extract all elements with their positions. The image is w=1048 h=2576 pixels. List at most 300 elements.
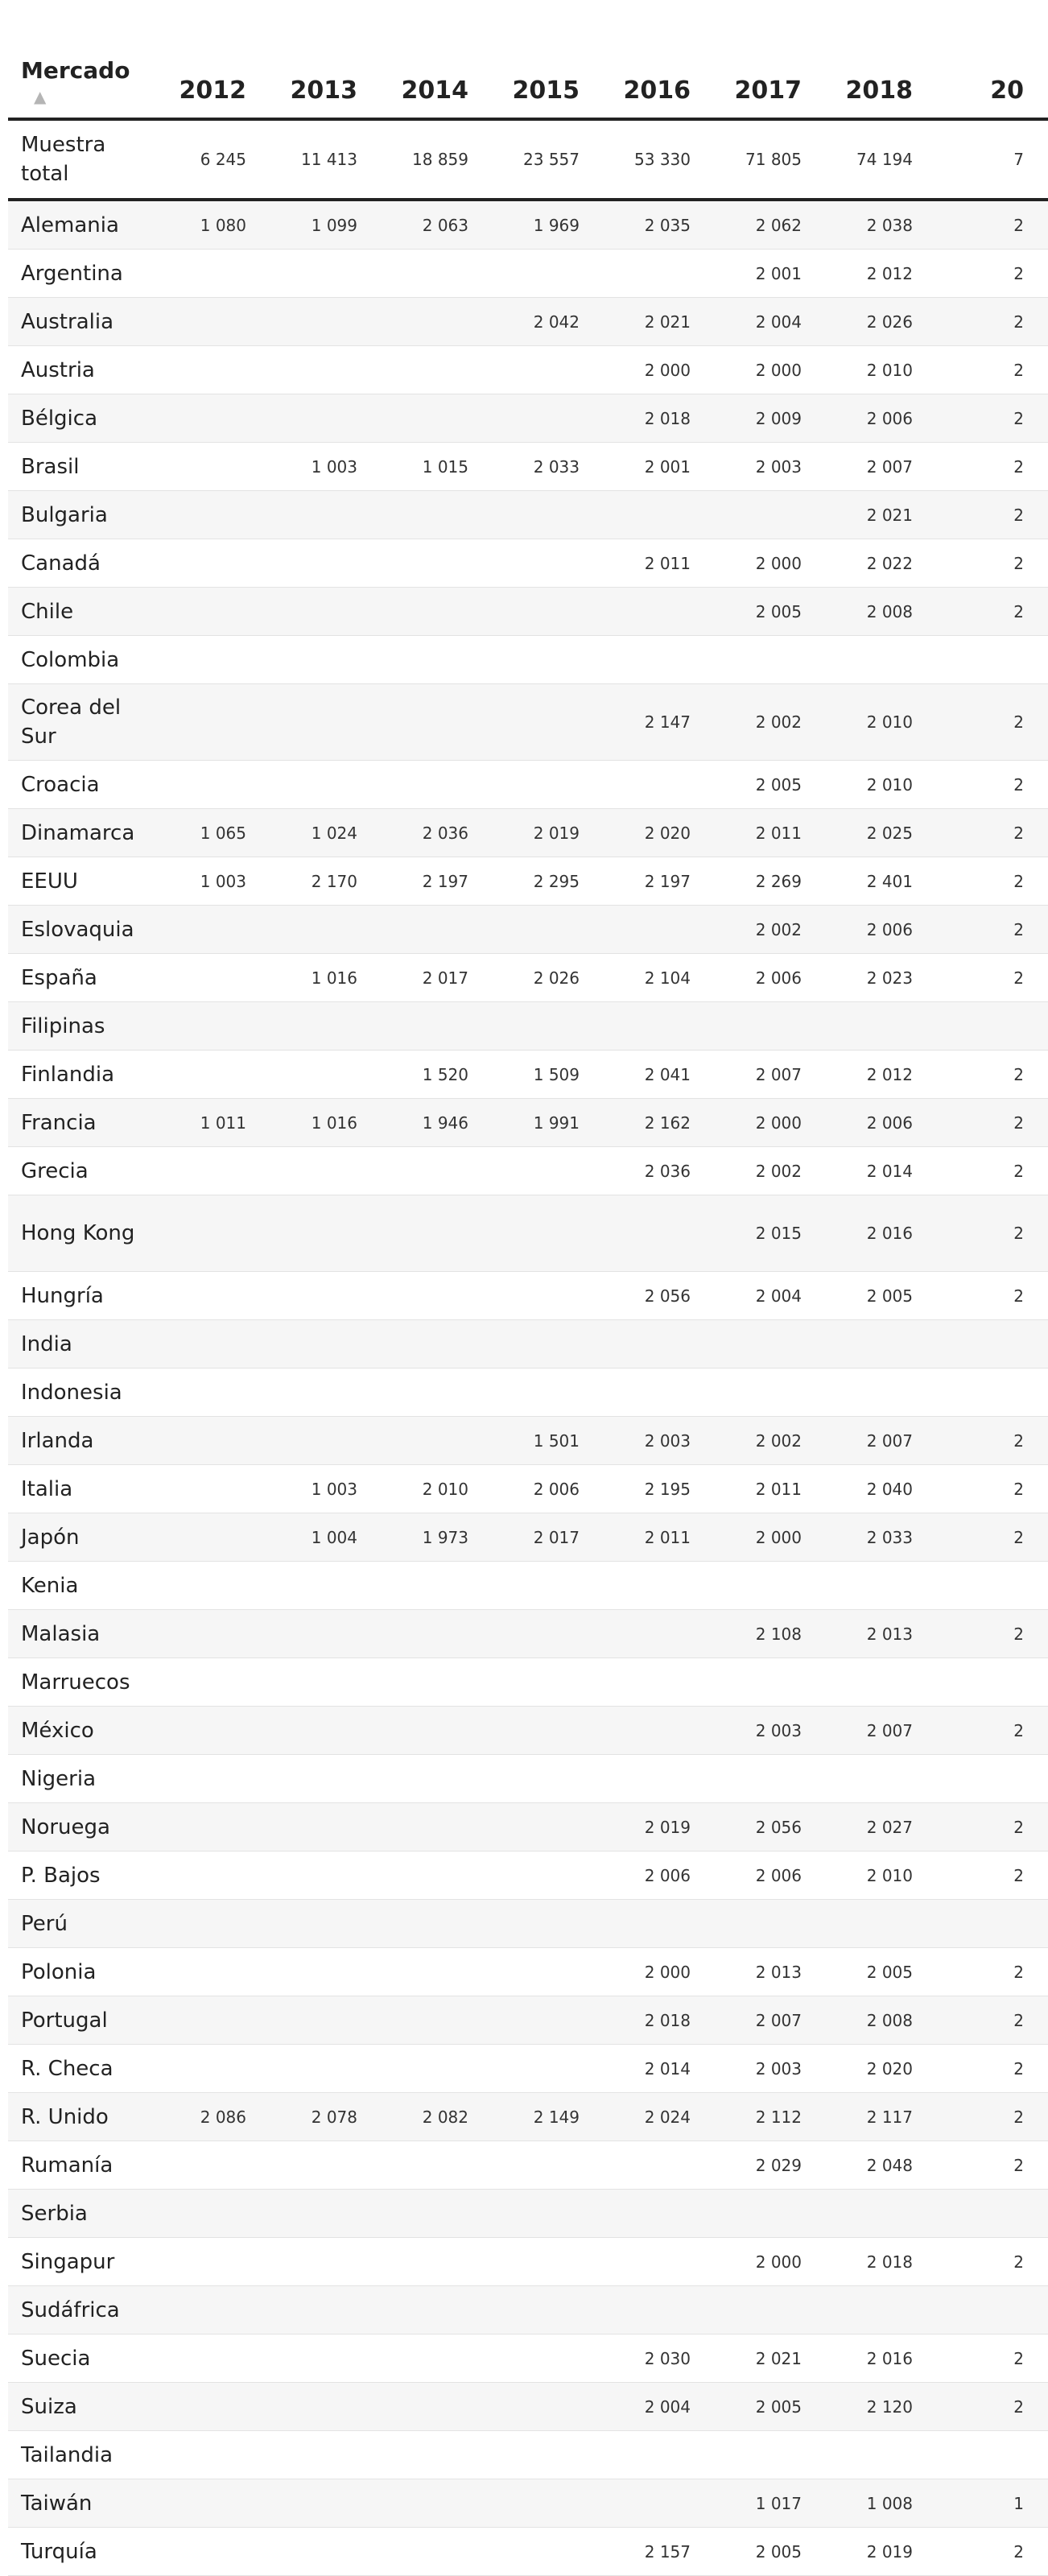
sample-size-cell xyxy=(270,2141,382,2190)
sample-size-cell: 2 018 xyxy=(826,2238,937,2286)
sample-size-cell: 2 004 xyxy=(715,1272,826,1320)
sample-size-cell xyxy=(493,1852,604,1900)
sample-size-cell: 2 013 xyxy=(826,1610,937,1658)
sample-size-cell xyxy=(270,1755,382,1803)
sample-size-cell: 2 033 xyxy=(826,1513,937,1562)
sample-size-cell xyxy=(159,1368,270,1417)
sample-size-cell xyxy=(493,1900,604,1948)
sample-size-cell: 2 003 xyxy=(715,2045,826,2093)
total-sample-value: 23 557 xyxy=(493,119,604,200)
sample-size-cell xyxy=(159,539,270,588)
sample-size-cell: 1 011 xyxy=(159,1099,270,1147)
sample-size-cell xyxy=(493,250,604,298)
sample-size-cell: 2 162 xyxy=(604,1099,715,1147)
market-name-cell: Tailandia xyxy=(8,2431,159,2479)
sample-size-cell xyxy=(159,1465,270,1513)
sample-size-cell xyxy=(270,539,382,588)
sample-size-cell xyxy=(604,1562,715,1610)
sample-size-cell xyxy=(270,1803,382,1852)
sample-size-cell: 2 108 xyxy=(715,1610,826,1658)
table-row xyxy=(8,2286,1048,2334)
sample-size-cell xyxy=(270,2238,382,2286)
sample-size-cell xyxy=(604,1658,715,1707)
sample-size-cell xyxy=(159,1051,270,1099)
table-row xyxy=(8,2238,1048,2286)
sample-size-cell: 2 000 xyxy=(715,1099,826,1147)
sample-size-cell xyxy=(493,1996,604,2045)
sample-size-cell: 2 xyxy=(937,250,1048,298)
column-header-year[interactable]: 2013 xyxy=(270,0,382,119)
sample-size-cell xyxy=(382,1195,493,1272)
sample-size-cell: 2 027 xyxy=(826,1803,937,1852)
sample-size-cell: 2 xyxy=(937,684,1048,761)
table-row xyxy=(8,1051,1048,1099)
sample-size-cell xyxy=(159,1147,270,1195)
sample-size-cell xyxy=(493,2528,604,2576)
sample-size-cell: 2 007 xyxy=(826,1417,937,1465)
sample-size-cell xyxy=(159,906,270,954)
sample-size-cell xyxy=(270,588,382,636)
sample-size-cell xyxy=(159,1417,270,1465)
market-name-cell: Irlanda xyxy=(8,1417,159,1465)
sample-size-cell xyxy=(270,2286,382,2334)
sample-size-cell xyxy=(270,2334,382,2383)
sample-size-cell: 2 008 xyxy=(826,1996,937,2045)
sample-size-cell xyxy=(715,2286,826,2334)
market-name-cell: Perú xyxy=(8,1900,159,1948)
sample-size-cell: 2 xyxy=(937,954,1048,1002)
market-name-cell: Argentina xyxy=(8,250,159,298)
sample-size-cell: 1 016 xyxy=(270,954,382,1002)
sample-size-cell xyxy=(270,2190,382,2238)
sample-size-cell xyxy=(826,2286,937,2334)
sample-size-cell xyxy=(270,1948,382,1996)
sample-size-cell xyxy=(159,2286,270,2334)
sample-size-cell xyxy=(382,1948,493,1996)
sample-size-cell xyxy=(159,1755,270,1803)
sample-size-cell xyxy=(604,1610,715,1658)
sample-size-cell: 1 xyxy=(937,2479,1048,2528)
sample-size-cell: 2 170 xyxy=(270,857,382,906)
sample-size-cell: 2 016 xyxy=(826,1195,937,1272)
sample-size-cell xyxy=(382,1803,493,1852)
sample-size-cell: 2 010 xyxy=(826,761,937,809)
table-row xyxy=(8,2190,1048,2238)
sample-size-cell: 2 033 xyxy=(493,443,604,491)
sample-size-cell xyxy=(270,2045,382,2093)
sample-size-cell: 2 xyxy=(937,588,1048,636)
sample-size-cell xyxy=(159,1272,270,1320)
sample-size-cell: 2 016 xyxy=(826,2334,937,2383)
sample-size-cell: 2 149 xyxy=(493,2093,604,2141)
sample-size-cell xyxy=(604,2238,715,2286)
sample-size-cell: 2 082 xyxy=(382,2093,493,2141)
sample-size-cell xyxy=(937,1368,1048,1417)
column-header-year[interactable]: 2016 xyxy=(604,0,715,119)
sample-size-cell xyxy=(159,2141,270,2190)
sample-size-cell: 2 012 xyxy=(826,250,937,298)
sample-size-cell xyxy=(270,1996,382,2045)
sample-size-cell xyxy=(937,1755,1048,1803)
sample-size-cell xyxy=(826,2431,937,2479)
sample-size-cell xyxy=(937,1320,1048,1368)
market-name-cell: Nigeria xyxy=(8,1755,159,1803)
sample-size-cell: 2 401 xyxy=(826,857,937,906)
table-row xyxy=(8,1755,1048,1803)
market-name-cell: Italia xyxy=(8,1465,159,1513)
sample-size-cell xyxy=(270,1051,382,1099)
sample-size-cell xyxy=(382,1900,493,1948)
sample-size-cell xyxy=(159,1002,270,1051)
sample-size-cell: 2 040 xyxy=(826,1465,937,1513)
table-row xyxy=(8,1099,1048,1147)
sample-size-cell xyxy=(715,1320,826,1368)
sample-size-cell xyxy=(604,588,715,636)
sample-size-cell xyxy=(715,491,826,539)
market-name-cell: Singapur xyxy=(8,2238,159,2286)
sample-size-cell xyxy=(382,1320,493,1368)
sample-size-cell xyxy=(270,1320,382,1368)
sample-size-cell xyxy=(937,2286,1048,2334)
sample-size-cell: 2 007 xyxy=(826,1707,937,1755)
sample-size-cell xyxy=(382,2479,493,2528)
market-sample-table xyxy=(8,0,1048,2576)
sample-size-cell: 2 010 xyxy=(382,1465,493,1513)
sample-size-cell xyxy=(493,1002,604,1051)
sample-size-cell: 2 002 xyxy=(715,1147,826,1195)
table-row xyxy=(8,1320,1048,1368)
sample-size-cell xyxy=(159,1195,270,1272)
sample-size-cell: 2 000 xyxy=(715,2238,826,2286)
sample-size-cell xyxy=(604,636,715,684)
sample-size-cell xyxy=(382,1002,493,1051)
sort-ascending-icon[interactable]: ▲ xyxy=(34,87,47,106)
sample-size-cell xyxy=(159,1707,270,1755)
sample-size-cell xyxy=(270,2431,382,2479)
sample-size-cell xyxy=(159,1562,270,1610)
sample-size-cell xyxy=(382,684,493,761)
sample-size-cell xyxy=(159,298,270,346)
table-header-row xyxy=(8,0,1048,119)
sample-size-cell xyxy=(826,1368,937,1417)
sample-size-cell: 2 006 xyxy=(604,1852,715,1900)
market-name-cell: Suecia xyxy=(8,2334,159,2383)
sample-size-cell: 2 xyxy=(937,1147,1048,1195)
sample-size-cell xyxy=(270,250,382,298)
table-row xyxy=(8,1900,1048,1948)
sample-size-cell xyxy=(715,2431,826,2479)
sample-size-cell xyxy=(159,2334,270,2383)
sample-size-cell: 2 056 xyxy=(715,1803,826,1852)
table-row xyxy=(8,1368,1048,1417)
sample-size-cell xyxy=(159,1513,270,1562)
sample-size-cell xyxy=(382,539,493,588)
sample-size-cell xyxy=(604,1320,715,1368)
sample-size-cell xyxy=(604,2286,715,2334)
sample-size-cell: 2 xyxy=(937,346,1048,394)
sample-size-cell: 1 946 xyxy=(382,1099,493,1147)
sample-size-cell xyxy=(826,1002,937,1051)
sample-size-cell xyxy=(270,394,382,443)
sample-size-cell: 2 000 xyxy=(715,346,826,394)
sample-size-cell: 2 269 xyxy=(715,857,826,906)
sample-size-cell: 2 019 xyxy=(826,2528,937,2576)
sample-size-cell: 2 005 xyxy=(715,2383,826,2431)
sample-size-cell xyxy=(604,761,715,809)
sample-size-cell xyxy=(159,2479,270,2528)
sample-size-cell xyxy=(715,636,826,684)
sample-size-cell: 2 112 xyxy=(715,2093,826,2141)
column-header-year[interactable]: 2012 xyxy=(159,0,270,119)
sample-size-cell xyxy=(159,1996,270,2045)
sample-size-cell xyxy=(270,636,382,684)
sample-size-cell: 2 086 xyxy=(159,2093,270,2141)
sample-size-cell: 2 048 xyxy=(826,2141,937,2190)
sample-size-cell xyxy=(493,636,604,684)
sample-size-cell: 2 019 xyxy=(604,1803,715,1852)
sample-size-cell: 2 002 xyxy=(715,1417,826,1465)
table-row xyxy=(8,761,1048,809)
total-sample-value: 6 245 xyxy=(159,119,270,200)
sample-size-cell xyxy=(270,346,382,394)
sample-size-cell xyxy=(382,1707,493,1755)
sample-size-cell: 2 014 xyxy=(604,2045,715,2093)
sample-size-cell: 2 010 xyxy=(826,346,937,394)
sample-size-cell: 2 024 xyxy=(604,2093,715,2141)
table-row xyxy=(8,1513,1048,1562)
sample-size-cell xyxy=(715,1002,826,1051)
sample-size-cell xyxy=(382,298,493,346)
sample-size-cell: 2 006 xyxy=(493,1465,604,1513)
sample-size-cell: 2 xyxy=(937,298,1048,346)
sample-size-cell: 2 007 xyxy=(826,443,937,491)
sample-size-cell: 2 117 xyxy=(826,2093,937,2141)
total-sample-value: 18 859 xyxy=(382,119,493,200)
sample-size-cell xyxy=(159,1610,270,1658)
sample-size-cell: 1 973 xyxy=(382,1513,493,1562)
sample-size-cell: 2 014 xyxy=(826,1147,937,1195)
market-name-cell: México xyxy=(8,1707,159,1755)
sample-size-cell xyxy=(604,250,715,298)
sample-size-cell: 2 xyxy=(937,539,1048,588)
market-name-cell: Portugal xyxy=(8,1996,159,2045)
sample-size-cell xyxy=(159,1852,270,1900)
table-row xyxy=(8,2093,1048,2141)
sample-size-cell xyxy=(493,1320,604,1368)
sample-size-cell xyxy=(382,2383,493,2431)
market-name-cell: Sudáfrica xyxy=(8,2286,159,2334)
sample-size-cell xyxy=(604,1900,715,1948)
column-header-year[interactable]: 2014 xyxy=(382,0,493,119)
market-name-cell: R. Checa xyxy=(8,2045,159,2093)
market-name-cell: P. Bajos xyxy=(8,1852,159,1900)
sample-size-cell: 2 063 xyxy=(382,200,493,250)
sample-size-cell: 2 006 xyxy=(826,906,937,954)
sample-size-cell: 2 xyxy=(937,761,1048,809)
table-row xyxy=(8,588,1048,636)
sample-size-cell xyxy=(159,2431,270,2479)
table-row xyxy=(8,1948,1048,1996)
sample-size-cell: 2 017 xyxy=(382,954,493,1002)
sample-size-cell: 2 005 xyxy=(826,1272,937,1320)
sample-size-cell: 2 197 xyxy=(382,857,493,906)
sample-size-cell: 1 003 xyxy=(270,443,382,491)
sample-size-cell xyxy=(937,1900,1048,1948)
sample-size-cell: 2 020 xyxy=(604,809,715,857)
sample-size-cell xyxy=(159,1948,270,1996)
sample-size-cell: 2 035 xyxy=(604,200,715,250)
sample-size-cell: 2 xyxy=(937,809,1048,857)
sample-size-cell xyxy=(270,1147,382,1195)
sample-size-cell xyxy=(270,1272,382,1320)
column-header-year[interactable]: 20 xyxy=(937,0,1048,119)
sample-size-cell: 2 003 xyxy=(715,443,826,491)
sample-size-cell xyxy=(604,1002,715,1051)
sample-size-cell xyxy=(382,1996,493,2045)
sample-size-cell: 2 xyxy=(937,1272,1048,1320)
column-header-year[interactable]: 2018 xyxy=(826,0,937,119)
sample-size-cell xyxy=(382,2286,493,2334)
sample-size-cell: 2 018 xyxy=(604,394,715,443)
sample-size-cell: 2 003 xyxy=(715,1707,826,1755)
sample-size-cell: 2 002 xyxy=(715,684,826,761)
market-name-cell: Eslovaquia xyxy=(8,906,159,954)
sample-size-cell xyxy=(382,1368,493,1417)
sample-size-cell: 1 065 xyxy=(159,809,270,857)
market-name-cell: Turquía xyxy=(8,2528,159,2576)
sample-size-cell xyxy=(493,346,604,394)
sample-size-cell: 2 056 xyxy=(604,1272,715,1320)
sample-size-cell xyxy=(493,1948,604,1996)
sample-size-cell: 2 xyxy=(937,1610,1048,1658)
sample-size-cell xyxy=(159,2190,270,2238)
sample-size-cell xyxy=(826,2190,937,2238)
sample-size-cell xyxy=(937,636,1048,684)
sample-size-cell: 2 026 xyxy=(493,954,604,1002)
sample-size-cell: 2 042 xyxy=(493,298,604,346)
table-row xyxy=(8,1610,1048,1658)
column-header-year[interactable]: 2015 xyxy=(493,0,604,119)
sample-size-cell xyxy=(493,394,604,443)
sample-size-cell xyxy=(493,2286,604,2334)
sample-size-cell xyxy=(493,2141,604,2190)
sample-size-cell xyxy=(382,491,493,539)
sample-size-cell: 1 016 xyxy=(270,1099,382,1147)
table-row xyxy=(8,1996,1048,2045)
sample-size-cell xyxy=(493,2431,604,2479)
sample-size-cell xyxy=(937,2431,1048,2479)
total-sample-value: 7 xyxy=(937,119,1048,200)
sample-size-cell xyxy=(493,1272,604,1320)
sample-size-cell: 2 xyxy=(937,1948,1048,1996)
sample-size-cell xyxy=(493,906,604,954)
market-name-cell: India xyxy=(8,1320,159,1368)
sample-size-cell xyxy=(604,906,715,954)
total-sample-value: 53 330 xyxy=(604,119,715,200)
sample-size-cell: 1 008 xyxy=(826,2479,937,2528)
total-sample-value: 11 413 xyxy=(270,119,382,200)
sample-size-cell: 2 062 xyxy=(715,200,826,250)
sample-size-cell xyxy=(604,1195,715,1272)
sample-size-cell xyxy=(382,2431,493,2479)
table-row xyxy=(8,200,1048,250)
sample-size-cell xyxy=(493,2383,604,2431)
sample-size-cell: 2 xyxy=(937,2334,1048,2383)
sample-size-cell: 2 004 xyxy=(715,298,826,346)
sample-size-cell: 1 969 xyxy=(493,200,604,250)
column-header-market[interactable] xyxy=(8,0,159,119)
sample-size-cell xyxy=(826,1320,937,1368)
table-row xyxy=(8,2479,1048,2528)
market-name-cell: Taiwán xyxy=(8,2479,159,2528)
market-name-cell: Australia xyxy=(8,298,159,346)
sample-size-cell xyxy=(493,1195,604,1272)
column-header-year[interactable]: 2017 xyxy=(715,0,826,119)
market-name-cell: Japón xyxy=(8,1513,159,1562)
sample-size-cell xyxy=(493,684,604,761)
sample-size-cell: 2 036 xyxy=(382,809,493,857)
table-row xyxy=(8,809,1048,857)
sample-size-cell: 2 xyxy=(937,1465,1048,1513)
sample-size-cell: 2 030 xyxy=(604,2334,715,2383)
sample-size-cell xyxy=(382,1417,493,1465)
sample-size-cell: 2 011 xyxy=(604,539,715,588)
sample-size-cell xyxy=(382,2141,493,2190)
table-row xyxy=(8,1002,1048,1051)
sample-size-cell xyxy=(382,1610,493,1658)
market-name-cell: España xyxy=(8,954,159,1002)
sample-size-cell xyxy=(270,1195,382,1272)
sample-size-cell: 2 xyxy=(937,1803,1048,1852)
sample-size-cell xyxy=(270,906,382,954)
sample-size-cell xyxy=(715,1755,826,1803)
sample-size-cell: 2 002 xyxy=(715,906,826,954)
sample-size-cell xyxy=(270,1368,382,1417)
sample-size-cell: 1 004 xyxy=(270,1513,382,1562)
sample-size-cell: 2 xyxy=(937,491,1048,539)
market-name-cell: Hungría xyxy=(8,1272,159,1320)
sample-size-cell xyxy=(493,2479,604,2528)
sample-size-cell: 1 015 xyxy=(382,443,493,491)
sample-size-cell: 2 026 xyxy=(826,298,937,346)
sample-size-cell: 1 003 xyxy=(270,1465,382,1513)
sample-size-cell: 1 024 xyxy=(270,809,382,857)
total-sample-value: 71 805 xyxy=(715,119,826,200)
table-row xyxy=(8,250,1048,298)
market-name-cell: Brasil xyxy=(8,443,159,491)
sample-size-cell: 2 xyxy=(937,2238,1048,2286)
sample-size-cell: 2 000 xyxy=(604,1948,715,1996)
sample-size-cell xyxy=(159,1658,270,1707)
table-row xyxy=(8,298,1048,346)
sample-size-cell xyxy=(604,491,715,539)
sample-size-cell: 2 001 xyxy=(604,443,715,491)
sample-size-cell xyxy=(270,684,382,761)
sample-size-cell: 2 017 xyxy=(493,1513,604,1562)
sample-size-cell xyxy=(604,1707,715,1755)
sample-size-cell: 2 006 xyxy=(826,394,937,443)
market-name-cell: Noruega xyxy=(8,1803,159,1852)
sample-size-cell xyxy=(604,2479,715,2528)
sample-size-cell xyxy=(382,1272,493,1320)
sample-size-cell: 2 000 xyxy=(715,1513,826,1562)
sample-size-cell: 2 197 xyxy=(604,857,715,906)
table-row xyxy=(8,1852,1048,1900)
sample-size-cell xyxy=(826,636,937,684)
market-name-cell: Croacia xyxy=(8,761,159,809)
sample-size-cell xyxy=(382,346,493,394)
sample-size-cell xyxy=(382,1755,493,1803)
